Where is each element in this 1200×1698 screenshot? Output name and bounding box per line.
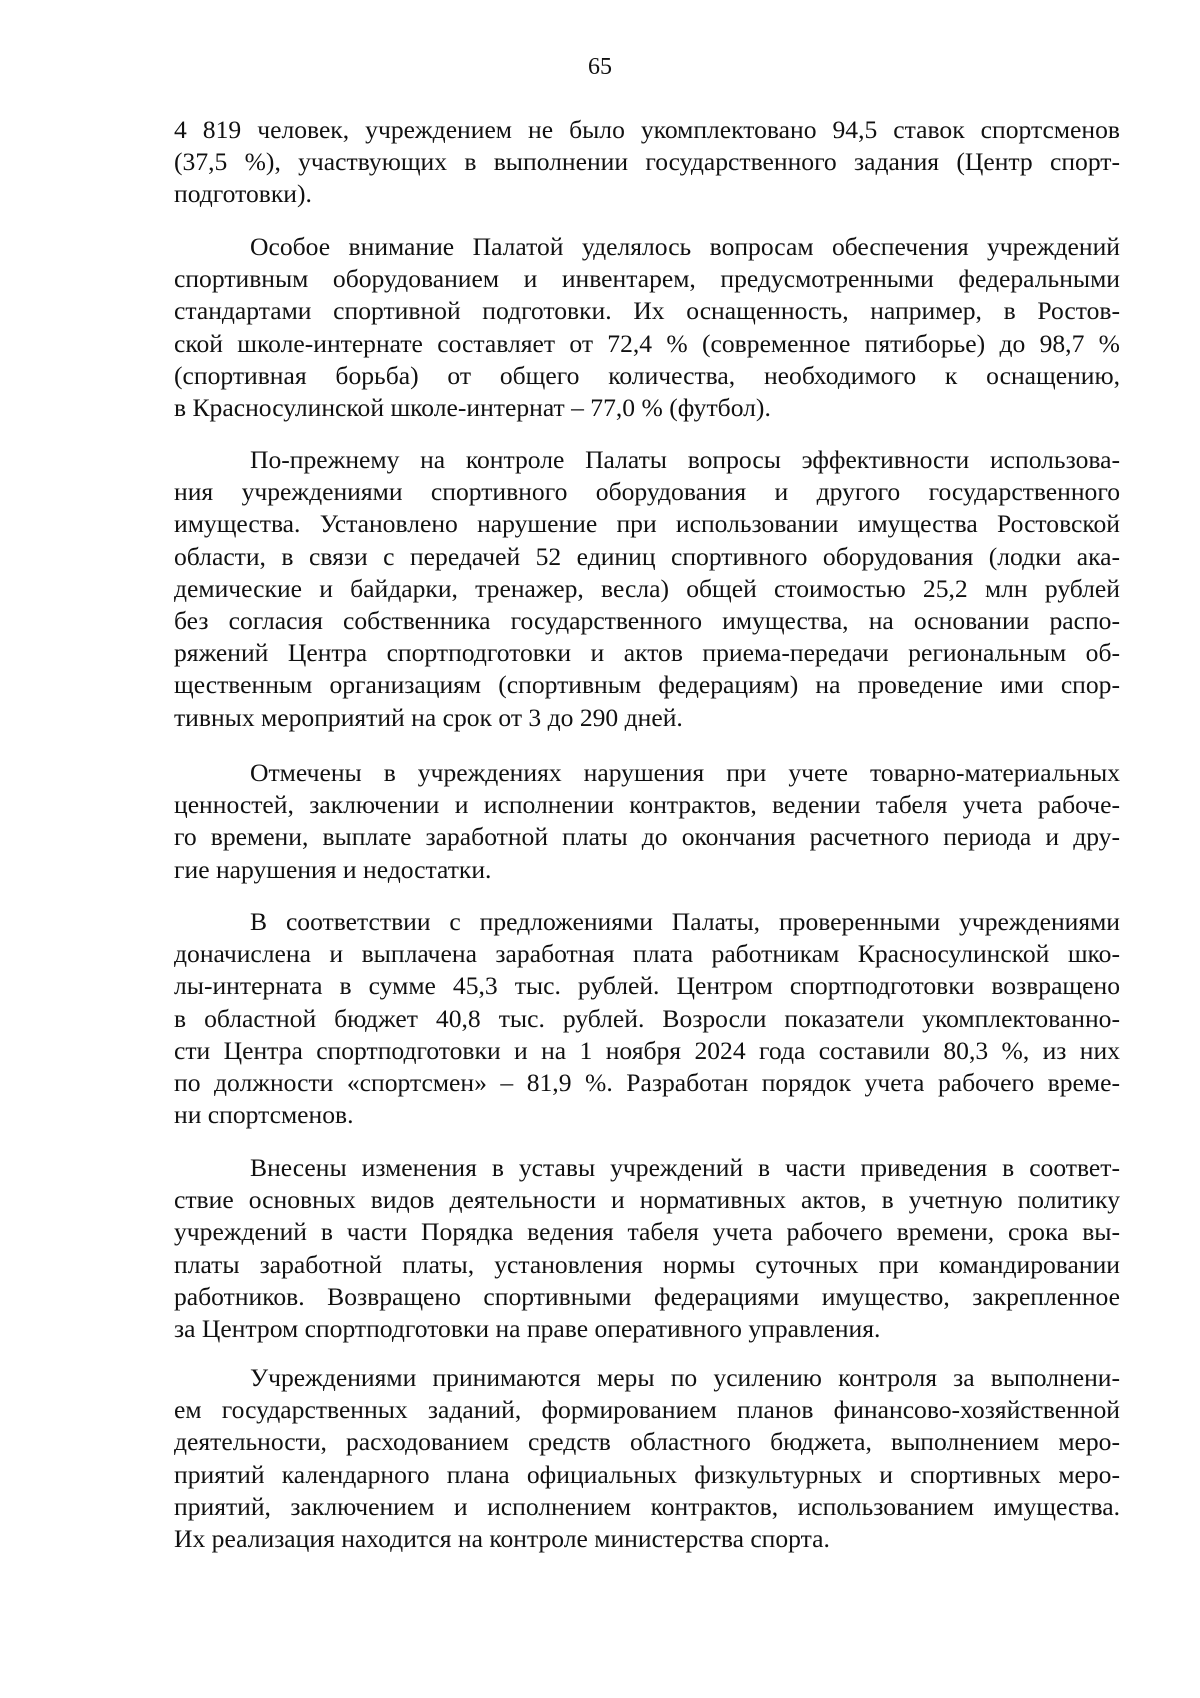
text-line: без согласия собственника государственного имущества, на основании распо- (174, 605, 1120, 635)
text-line: Особое внимание Палатой уделялось вопросам обеспечения учреждений (250, 232, 1120, 261)
text-line: По-прежнему на контроле Палаты вопросы эффективности использова- (250, 445, 1120, 474)
text-line: лы-интерната в сумме 45,3 тыс. рублей. Центром спортподготовки возвращено (174, 971, 1120, 1001)
text-line: платы заработной платы, установления нормы суточных при командировании (174, 1249, 1120, 1279)
text-line: Отмечены в учреждениях нарушения при учете товарно-материальных (250, 758, 1120, 787)
text-line: в Красносулинской школе-интернат – 77,0 % (футбол). (174, 392, 771, 422)
paragraph-3 (174, 444, 1120, 734)
text-line: ния учреждениями спортивного оборудования и другого государственного (174, 477, 1120, 507)
text-line: ем государственных заданий, формированием планов финансово-хозяйственной (174, 1395, 1120, 1425)
text-line: гие нарушения и недостатки. (174, 854, 492, 884)
text-line: ни спортсменов. (174, 1100, 354, 1130)
text-line: за Центром спортподготовки на праве оперативного управления. (174, 1313, 881, 1343)
text-line: учреждений в части Порядка ведения табеля учета рабочего времени, срока вы- (174, 1217, 1120, 1247)
text-line: щественным организациям (спортивным федерациям) на проведение ими спор- (174, 670, 1120, 700)
text-line: Учреждениями принимаются меры по усилению контроля за выполнени- (250, 1363, 1120, 1392)
text-line: подготовки). (174, 179, 312, 209)
page-number: 65 (588, 54, 612, 80)
text-line: приятий календарного плана официальных физкультурных и спортивных меро- (174, 1459, 1120, 1489)
text-line: по должности «спортсмен» – 81,9 %. Разработан порядок учета рабочего време- (174, 1067, 1120, 1097)
text-line: сти Центра спортподготовки и на 1 ноября 2024 года составили 80,3 %, из них (174, 1035, 1120, 1065)
text-line: Внесены изменения в уставы учреждений в части приведения в соответ- (250, 1153, 1120, 1182)
paragraph-4 (174, 757, 1120, 886)
paragraph-1 (174, 114, 1120, 211)
text-line: ской школе-интернате составляет от 72,4 % (современное пятиборье) до 98,7 % (174, 328, 1120, 358)
text-line: приятий, заключением и исполнением контрактов, использованием имущества. (174, 1491, 1120, 1521)
text-line: доначислена и выплачена заработная плата работникам Красносулинской шко- (174, 939, 1120, 969)
text-line: области, в связи с передачей 52 единиц спортивного оборудования (лодки ака- (174, 541, 1120, 571)
paragraph-7 (174, 1362, 1120, 1555)
text-line: го времени, выплате заработной платы до окончания расчетного периода и дру- (174, 822, 1120, 852)
text-line: имущества. Установлено нарушение при использовании имущества Ростовской (174, 509, 1120, 539)
text-line: стандартами спортивной подготовки. Их оснащенность, например, в Ростов- (174, 296, 1120, 326)
paragraph-6 (174, 1152, 1120, 1345)
paragraph-5 (174, 906, 1120, 1131)
text-line: ряжений Центра спортподготовки и актов приема-передачи региональным об- (174, 638, 1120, 668)
text-line: В соответствии с предложениями Палаты, проверенными учреждениями (250, 907, 1120, 936)
text-line: ценностей, заключении и исполнении контрактов, ведении табеля учета рабоче- (174, 790, 1120, 820)
text-line: (37,5 %), участвующих в выполнении государственного задания (Центр спорт- (174, 147, 1120, 177)
text-line: в областной бюджет 40,8 тыс. рублей. Возросли показатели укомплектованно- (174, 1003, 1120, 1033)
text-line: Их реализация находится на контроле министерства спорта. (174, 1523, 830, 1553)
text-line: демические и байдарки, тренажер, весла) общей стоимостью 25,2 млн рублей (174, 573, 1120, 603)
paragraph-2 (174, 231, 1120, 424)
text-line: работников. Возвращено спортивными федерациями имущество, закрепленное (174, 1281, 1120, 1311)
text-line: 4 819 человек, учреждением не было укомплектовано 94,5 ставок спортсменов (174, 115, 1120, 144)
text-line: тивных мероприятий на срок от 3 до 290 дней. (174, 702, 683, 732)
text-line: (спортивная борьба) от общего количества, необходимого к оснащению, (174, 360, 1120, 390)
text-line: деятельности, расходованием средств областного бюджета, выполнением меро- (174, 1427, 1120, 1457)
text-line: спортивным оборудованием и инвентарем, предусмотренными федеральными (174, 264, 1120, 294)
text-line: ствие основных видов деятельности и нормативных актов, в учетную политику (174, 1185, 1120, 1215)
